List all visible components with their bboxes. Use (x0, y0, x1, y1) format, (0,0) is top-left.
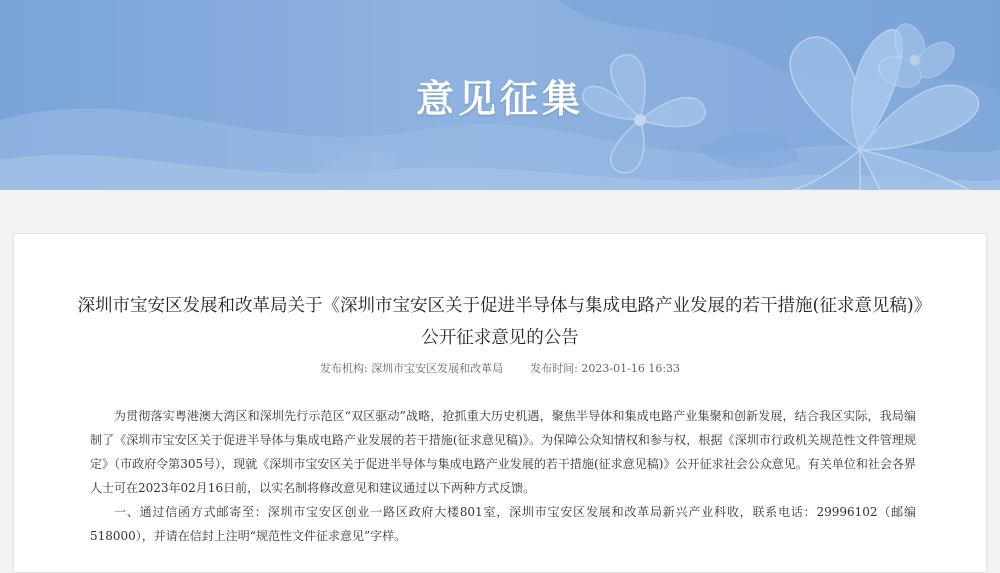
body-paragraph: 一、通过信函方式邮寄至：深圳市宝安区创业一路区政府大楼801室，深圳市宝安区发展和改革局新兴产业科收，联系电话：29996102（邮编518000），并请在信封上注明“规范性文件征求意见”字样。 (90, 505, 916, 543)
notice-title: 深圳市宝安区发展和改革局关于《深圳市宝安区关于促进半导体与集成电路产业发展的若干措施(征求意见稿)》公开征求意见的公告 (77, 296, 923, 348)
notice-meta (14, 360, 986, 376)
body-paragraph: 为贯彻落实粤港澳大湾区和深圳先行示范区“双区驱动”战略，抢抓重大历史机遇，聚焦半导体和集成电路产业集聚和创新发展，结合我区实际，我局编制了《深圳市宝安区关于促进半导体与集成电路产业发展的若干措施(征求意见稿)》。为保障公众知情权和参与权，根据《深圳市行政机关规范性文件管理规定》（市政府令第305号），现就《深圳市宝安区关于促进半导体与集成电路产业发展的若干措施(征求意见稿)》公开征求社会公众意见。有关单位和社会各界人士可在2023年02月16日前，以实名制将修改意见和建议通过以下两种方式反馈。 (90, 409, 916, 495)
page-title: 意见征集 (415, 77, 584, 121)
publisher-label: 发布机构: (319, 362, 368, 375)
page-banner (0, 0, 1000, 190)
notice-body (90, 404, 916, 548)
publish-time-label: 发布时间: (530, 362, 578, 375)
publisher-value: 深圳市宝安区发展和改革局 (371, 362, 504, 375)
publish-time-value: 2023-01-16 16:33 (581, 362, 681, 375)
notice-card (13, 233, 987, 573)
